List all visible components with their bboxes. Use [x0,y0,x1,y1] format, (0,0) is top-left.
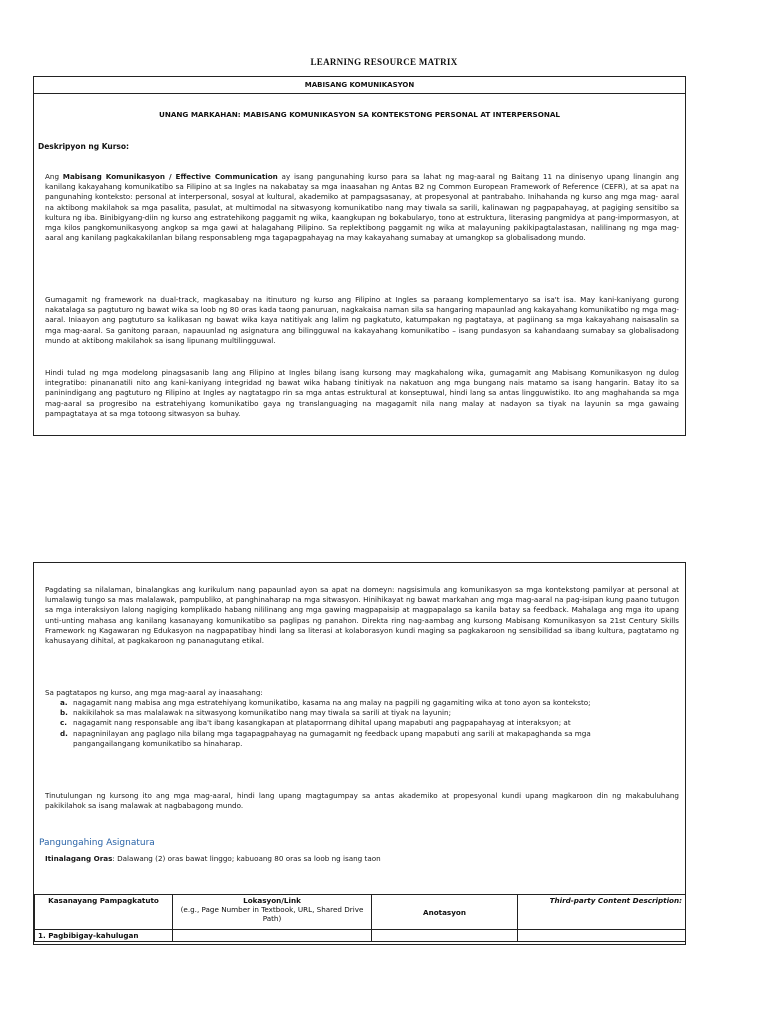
list-item: c. nagagamit nang responsable ang iba't ibang kasangkapan at plataporrnang dihital upang mapabuti ang pagpapahayag at interaksyon; at [60,718,571,728]
allotted-time-value: : Dalawang (2) oras bawat linggo; kabuoang 80 oras sa loob ng isang taon [112,854,381,863]
description-paragraph-3: Hindi tulad ng mga modelong pinagsasanib lang ang Filipino at Ingles bilang isang kursong may magkahalong wika, gumagamit ang Mabisang Komunikasyon ng dulog integratibo: pinananatili nito ang kani-kaniyang integridad ng bawat wika habang tinitiyak na nakatuon ang mga bungang nais matamo sa isang hangarin. Batay ito sa paninindigang ang pagtuturo ng Filipino at Ingles ay nagtatagpo rin sa mga antas estruktural at konseptuwal, hindi lang sa antas lingguwistiko. Ito ang maghahanda sa mga mag-aaral sa progresibo na estratehiyang komunikatibo gaya ng translanguaging na magagamit nila nang malay at nadayon sa tiyak na layunin sa mga gawaing pampagtataya at sa mga totoong sitwasyon sa buhay. [45,368,679,418]
course-description-box [33,76,686,436]
allotted-time-label: Itinalagang Oras [45,854,113,863]
list-item: a. nagagamit nang mabisa ang mga estratehiyang komunikatibo, kasama na ang malay na pagpili ng gagamiting wika at tono ayon sa konteksto; [60,698,591,707]
quarter-heading: UNANG MARKAHAN: MABISANG KOMUNIKASYON SA KONTEKSTONG PERSONAL AT INTERPERSONAL [159,110,560,119]
column-header-annotation: Anotasyon [372,895,518,930]
table-cell-competency: 1. Pagbibigay-kahulugan [35,930,173,942]
list-item: d. napagninilayan ang paglago nila bilang mga tagapagpahayag na gumagamit ng feedback upang mapabuti ang sarili at makapaghanda sa mga pangangailangang komunikatibo sa hinaharap. [60,728,591,748]
list-item: b. nakikilahok sa mas malalawak na sitwasyong komunikatibo nang may tiwala sa sarili at tiyak na layunin; [60,708,451,718]
description-paragraph-2: Gumagamit ng framework na dual-track, magkasabay na itinuturo ng kurso ang Filipino at Ingles sa paraang komplementaryo sa isa't isa. May kani-kaniyang gurong nakatalaga sa pagtuturo ng bawat wika sa loob ng 80 oras kada taong panuruan, nagkakaisa naman sila sa hangaring mapaunlad ang kakayahang komunikatibo ng mga mag-aaral. Iniaayon ang pagtuturo sa kalikasan ng bawat wika kaya natitiyak ang lalim ng pagkatuto, katumpakan ng pagtataya, at pagiinang sa mga kakayahang naisasalin sa mga mag-aaral. Sa ganitong paraan, napauunlad ng asignatura ang bilingguwal na kakayahang komunikatibo – isang pundasyon sa kahandaang sumabay sa globalisadong mundo at aktibong makilahok sa isang lipunang multilingguwal. [45,295,679,345]
resource-matrix-table [34,894,686,942]
table-cell-third-party[interactable] [518,930,686,942]
table-row [35,930,686,942]
table-cell-location[interactable] [173,930,372,942]
subject-title: MABISANG KOMUNIKASYON [304,81,415,89]
description-label: Deskripyon ng Kurso: [38,142,130,151]
section-heading: Pangungahing Asignatura [39,838,155,848]
outcomes-list [56,698,655,749]
column-header-competency: Kasanayang Pampagkatuto [35,895,173,930]
course-continuation-box [33,562,686,945]
table-cell-annotation[interactable] [372,930,518,942]
divider [34,93,685,94]
closing-paragraph: Tinutulungan ng kursong ito ang mga mag-aaral, hindi lang upang magtagumpay sa antas akademiko at propesyonal kundi upang magkaroon din ng makabuluhang pakikilahok sa isang malawak at nagbabagong mundo. [45,791,679,811]
description-paragraph-4: Pagdating sa nilalaman, binalangkas ang kurikulum nang papaunlad ayon sa apat na domeyn: nagsisimula ang komunikasyon sa mga kontekstong pamilyar at personal at lumalawig tungo sa mas malalawak, pampubliko, at panghinaharap na mga sitwasyon. Hinihikayat ng bawat markahan ang mga mag-aaral na pag-isipan kung paano tutugon sa mga interaksiyon lalong nagiging komplikado habang nililinang ang mga gawing magpapaisip at magpapalago sa kanila batay sa feedback. Mahalaga ang mga ito upang unti-unting mahasa ang kanilang kasanayang komunikatibo sa paglipas ng panahon. Direkta ring nag-aambag ang kursong Mabisang Komunikasyon sa 21st Century Skills Framework ng Kagawaran ng Edukasyon na nagpapatibay hindi lang sa literasi at kolaborasyon kundi maging sa pagkakaroon ng sensibilidad sa ibang kultura, pagtatamo ng kahusayang dihital, at pagkakaroon ng pananagutang etikal. [45,585,679,646]
course-name: Mabisang Komunikasyon / Effective Communication [62,172,278,181]
table-header-row [35,895,686,930]
column-header-location: Lokasyon/Link (e.g., Page Number in Textbook, URL, Shared Drive Path) [173,895,372,930]
allotted-time [45,854,381,863]
column-header-third-party: Third-party Content Description: [518,895,686,930]
document-title: LEARNING RESOURCE MATRIX [310,57,458,67]
description-paragraph-1: Ang Mabisang Komunikasyon / Effective Communication ay isang pangunahing kurso para sa lahat ng mag-aaral ng Baitang 11 na dinisenyo upang linangin ang kanilang kakayahang komunikatibo sa Filipino at sa Ingles na nakabatay sa mga inaasahan ng Antas B2 ng Common European Framework of Reference (CEFR), at sa apat na pangunahing konteksto: personal at interpersonal, sosyal at kultural, akademiko at pampagsasanay, at propesyonal at pantrabaho. Inihahanda ng kurso ang mga mag- aaral na aktibong makilahok sa mga pasalita, pasulat, at multimodal na sitwasyong komunikatibo nang may tiwala sa sarili, kalinawan ng pagpapahayag, at pagiging sensitibo sa kultura ng iba. Binibigyang-diin ng kurso ang estratehikong paggamit ng wika, kaangkupan ng bokabularyo, tono at estruktura, literasing pangmidya at pang-impormasyon, at mga kilos pangkomunikasyong angkop sa mga gawi at halagahang Pilipino. Sa replektibong paggamit ng wika at malayuning pakikipagtalastasan, nalilinang ng mga mag-aaral ang kanilang pagkakakilanlan bilang responsableng mga tagapagpahayag na may kakayahang sumabay at umangkop sa globalisadong mundo. [45,172,679,243]
outcomes-intro: Sa pagtatapos ng kurso, ang mga mag-aaral ay inaasahang: [45,688,263,697]
